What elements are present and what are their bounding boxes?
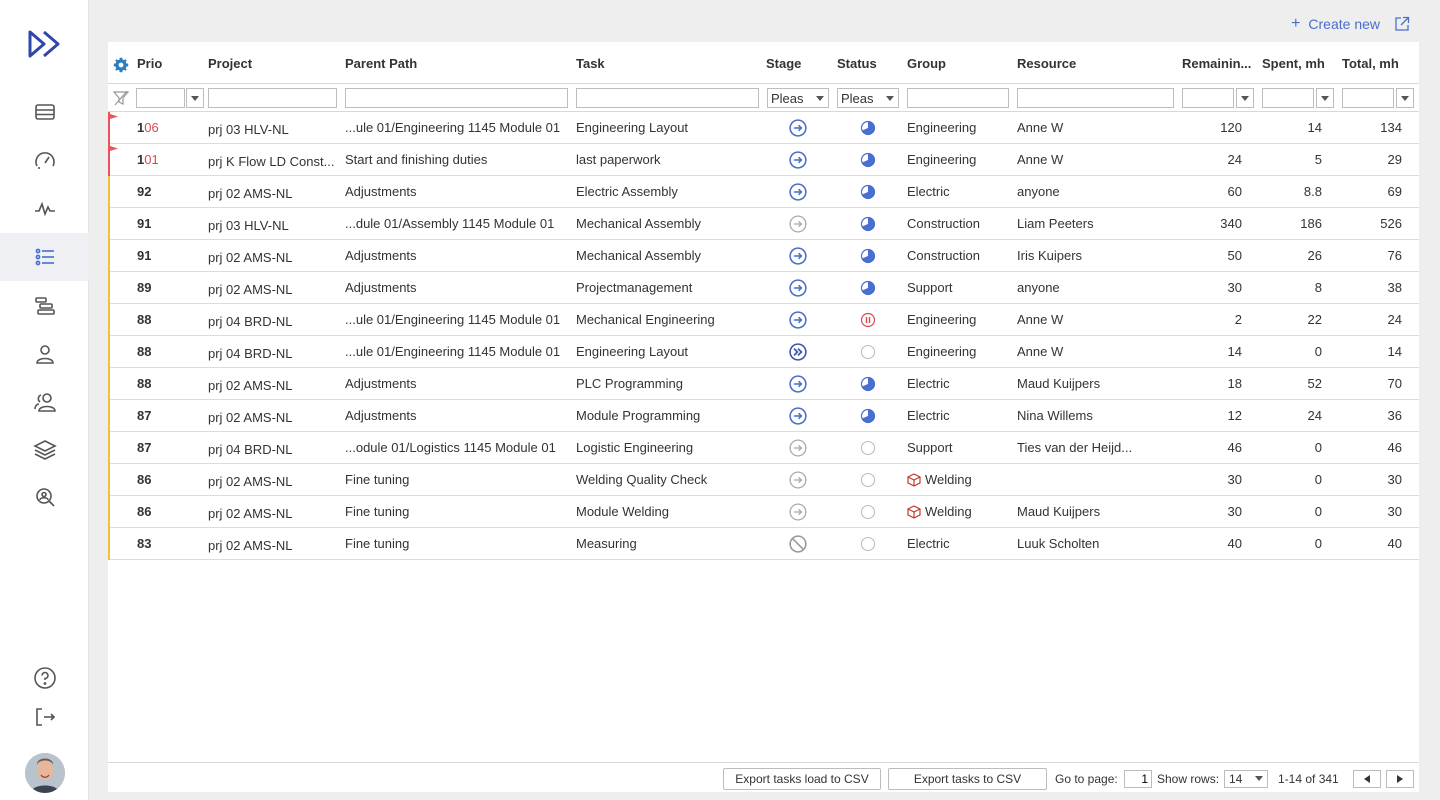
task-cell[interactable]: Mechanical Engineering [576,312,715,327]
group-cell: Engineering [907,312,977,327]
project-cell[interactable]: prj 02 AMS-NL [208,250,293,265]
resource-filter-input[interactable] [1017,88,1174,108]
prio-cell: 88 [137,312,152,327]
nav-tasks[interactable] [0,233,89,281]
remaining-cell: 120 [1220,120,1242,135]
nav-timeline[interactable] [0,282,89,330]
export-tasks-load-button[interactable]: Export tasks load to CSV [723,768,881,790]
nav-dashboard[interactable] [0,137,89,185]
prio-cell: 101 [137,152,159,167]
spent-cell: 14 [1307,120,1322,135]
priority-marker [108,240,110,272]
stage-active-arrow-icon[interactable] [789,183,807,201]
stage-forward-icon[interactable] [789,343,807,361]
remaining-cell: 50 [1227,248,1242,263]
col-header-stage[interactable]: Stage [766,56,802,71]
avatar[interactable] [25,753,65,793]
parent-path-cell: ...odule 01/Logistics 1145 Module 01 [345,440,556,455]
parent-path-cell: ...ule 01/Engineering 1145 Module 01 [345,312,561,327]
resource-cell[interactable]: Anne W [1017,120,1064,135]
list-view-icon [33,100,57,124]
sidebar [0,0,89,800]
top-actions [1291,14,1410,34]
task-cell[interactable]: Electric Assembly [576,184,678,199]
spent-cell: 52 [1307,376,1322,391]
stage-active-arrow-icon[interactable] [789,247,807,265]
parent-path-cell: Adjustments [345,408,417,423]
task-cell[interactable]: Engineering Layout [576,120,689,135]
table-row[interactable] [108,112,1419,144]
parent-path-cell: Adjustments [345,280,417,295]
goto-page-label: Go to page: [1055,772,1118,786]
cube-icon [907,473,921,487]
user-avatar-icon [25,753,65,793]
parent-path-cell: Adjustments [345,376,417,391]
resource-cell[interactable]: Luuk Scholten [1017,536,1100,551]
remaining-cell: 40 [1227,536,1242,551]
chevron-down-icon [191,96,199,101]
clear-filter-icon[interactable] [113,90,129,106]
project-cell[interactable]: prj 03 HLV-NL [208,122,289,137]
col-header-total[interactable]: Total, mh [1342,56,1399,71]
remaining-cell: 340 [1220,216,1242,231]
chevron-down-icon [1241,96,1249,101]
table-row[interactable] [108,304,1419,336]
show-rows-value: 14 [1229,772,1243,786]
task-cell[interactable]: Mechanical Assembly [576,216,701,231]
page-range-label: 1-14 of 341 [1278,772,1339,786]
remaining-filter-dropdown[interactable] [1236,88,1254,108]
remaining-cell: 46 [1227,440,1242,455]
total-cell: 24 [1387,312,1402,327]
task-cell[interactable]: Engineering Layout [576,344,689,359]
nav-users[interactable] [0,378,89,426]
spent-cell: 22 [1307,312,1322,327]
spent-cell: 8.8 [1303,184,1322,199]
priority-marker [108,432,110,464]
nav-activity[interactable] [0,185,89,233]
project-cell[interactable]: prj 02 AMS-NL [208,378,293,393]
goto-page-input[interactable] [1124,770,1152,788]
group-cell: Construction [907,248,980,263]
total-cell: 14 [1387,344,1402,359]
spent-cell: 5 [1314,152,1322,167]
stage-inactive-arrow-icon[interactable] [789,439,807,457]
remaining-cell: 2 [1234,312,1242,327]
col-header-task[interactable]: Task [576,56,605,71]
remaining-cell: 30 [1227,504,1242,519]
nav-list-view[interactable] [0,88,89,136]
cube-icon [907,505,921,519]
resource-cell[interactable]: Anne W [1017,312,1064,327]
group-cell: Engineering [907,120,977,135]
group-cell: Engineering [907,344,977,359]
help-icon [33,666,57,690]
col-header-project[interactable]: Project [208,56,253,71]
status-in-progress-pie-icon[interactable] [860,376,876,392]
spent-cell: 0 [1314,536,1322,551]
table-row[interactable] [108,464,1419,496]
grid-footer [108,762,1419,792]
parent-path-cell: ...ule 01/Engineering 1145 Module 01 [345,120,561,135]
status-in-progress-pie-icon[interactable] [860,152,876,168]
nav-logout[interactable] [0,693,89,741]
priority-marker [108,368,110,400]
group-cell: Construction [907,216,980,231]
task-filter-input[interactable] [576,88,759,108]
spent-cell: 24 [1307,408,1322,423]
project-cell[interactable]: prj 04 BRD-NL [208,442,293,457]
group-cell: Electric [907,184,950,199]
stage-filter-select[interactable] [767,88,829,108]
prio-cell: 87 [137,408,152,423]
stage-filter-value: Pleas [771,90,804,106]
parent-path-cell: Adjustments [345,184,417,199]
table-row[interactable] [108,496,1419,528]
table-row[interactable] [108,336,1419,368]
task-cell[interactable]: Logistic Engineering [576,440,694,455]
task-cell[interactable]: Module Programming [576,408,701,423]
remaining-cell: 12 [1227,408,1242,423]
resource-cell[interactable]: Anne W [1017,152,1064,167]
layers-icon [33,438,57,462]
total-cell: 76 [1387,248,1402,263]
nav-resource-search[interactable] [0,474,89,522]
col-header-prio[interactable]: Prio [137,56,163,71]
col-header-group[interactable]: Group [907,56,946,71]
export-tasks-button[interactable]: Export tasks to CSV [888,768,1047,790]
table-row[interactable] [108,528,1419,560]
task-cell[interactable]: Mechanical Assembly [576,248,701,263]
table-row[interactable] [108,144,1419,176]
status-not-started-icon[interactable] [860,440,876,456]
spent-cell: 0 [1314,504,1322,519]
remaining-filter-input[interactable] [1182,88,1234,108]
total-filter-dropdown[interactable] [1396,88,1414,108]
spent-cell: 26 [1307,248,1322,263]
activity-icon [33,197,57,221]
prio-filter-dropdown[interactable] [186,88,204,108]
task-cell[interactable]: Module Welding [576,504,669,519]
group-cell: Support [907,280,953,295]
col-header-spent[interactable]: Spent, mh [1262,56,1325,71]
parent-path-filter-input[interactable] [345,88,568,108]
remaining-cell: 18 [1227,376,1242,391]
prio-cell: 83 [137,536,152,551]
group-cell: Welding [907,504,1012,519]
tasks-list-icon [33,245,57,269]
table-row[interactable] [108,432,1419,464]
resource-cell[interactable]: anyone [1017,280,1060,295]
col-header-remaining[interactable]: Remainin... [1182,56,1252,71]
chevron-right-icon [1397,775,1403,783]
task-cell[interactable]: Measuring [576,536,637,551]
external-link-icon[interactable] [1394,16,1410,32]
priority-marker [108,528,110,560]
group-cell: Welding [907,472,1012,487]
chevron-down-icon [1401,96,1409,101]
table-row[interactable] [108,368,1419,400]
group-cell: Engineering [907,152,977,167]
flag-icon [110,114,118,122]
project-cell[interactable]: prj 02 AMS-NL [208,538,293,553]
users-icon [33,390,57,414]
prio-cell: 89 [137,280,152,295]
prev-page-button[interactable] [1353,770,1381,788]
col-header-parent-path[interactable]: Parent Path [345,56,418,71]
stage-active-arrow-icon[interactable] [789,375,807,393]
grid-header [108,42,1419,84]
remaining-cell: 14 [1227,344,1242,359]
status-paused-icon[interactable] [860,312,876,328]
parent-path-cell: Fine tuning [345,504,410,519]
project-cell[interactable]: prj 02 AMS-NL [208,506,293,521]
spent-cell: 0 [1314,344,1322,359]
spent-filter-input[interactable] [1262,88,1314,108]
remaining-cell: 60 [1227,184,1242,199]
parent-path-cell: Adjustments [345,248,417,263]
remaining-cell: 30 [1227,280,1242,295]
prio-cell: 86 [137,472,152,487]
total-cell: 526 [1380,216,1402,231]
create-new-label: Create new [1308,16,1380,32]
prio-cell: 91 [137,248,152,263]
priority-marker [108,400,110,432]
parent-path-cell: ...ule 01/Engineering 1145 Module 01 [345,344,561,359]
resource-cell[interactable]: Ties van der Heijd... [1017,440,1133,455]
group-cell: Support [907,440,953,455]
stage-active-arrow-icon[interactable] [789,407,807,425]
status-filter-value: Pleas [841,90,874,106]
stage-active-arrow-icon[interactable] [789,151,807,169]
prio-cell: 87 [137,440,152,455]
tasks-panel [108,42,1419,792]
status-not-started-icon[interactable] [860,344,876,360]
stage-active-arrow-icon[interactable] [789,119,807,137]
total-cell: 69 [1387,184,1402,199]
project-cell[interactable]: prj 04 BRD-NL [208,346,293,361]
project-cell[interactable]: prj K Flow LD Const... [208,154,335,169]
prio-cell: 88 [137,344,152,359]
chevron-down-icon [1255,776,1263,781]
resource-cell[interactable]: Anne W [1017,344,1064,359]
resource-cell[interactable]: Liam Peeters [1017,216,1094,231]
table-row[interactable] [108,240,1419,272]
total-cell: 134 [1380,120,1402,135]
spent-cell: 0 [1314,472,1322,487]
group-cell: Electric [907,536,950,551]
total-cell: 30 [1387,504,1402,519]
prio-cell: 86 [137,504,152,519]
priority-marker [108,272,110,304]
total-cell: 30 [1387,472,1402,487]
table-row[interactable] [108,176,1419,208]
priority-marker [108,208,110,240]
chevron-down-icon [1321,96,1329,101]
parent-path-cell: Start and finishing duties [345,152,488,167]
prio-cell: 92 [137,184,152,199]
project-cell[interactable]: prj 02 AMS-NL [208,410,293,425]
show-rows-label: Show rows: [1157,772,1220,786]
task-cell[interactable]: Welding Quality Check [576,472,708,487]
status-in-progress-pie-icon[interactable] [860,408,876,424]
plus-icon: + [1291,15,1301,32]
status-in-progress-pie-icon[interactable] [860,184,876,200]
total-cell: 40 [1387,536,1402,551]
create-new-button[interactable] [1291,16,1380,32]
remaining-cell: 24 [1227,152,1242,167]
group-cell: Electric [907,376,950,391]
filter-row [108,84,1419,112]
table-row[interactable] [108,400,1419,432]
stage-active-arrow-icon[interactable] [789,279,807,297]
col-header-status[interactable]: Status [837,56,877,71]
col-header-resource[interactable]: Resource [1017,56,1077,71]
spent-cell: 8 [1314,280,1322,295]
stage-inactive-arrow-icon[interactable] [789,503,807,521]
spent-filter-dropdown[interactable] [1316,88,1334,108]
total-filter-input[interactable] [1342,88,1394,108]
project-filter-input[interactable] [208,88,337,108]
parent-path-cell: ...dule 01/Assembly 1145 Module 01 [345,216,555,231]
status-in-progress-pie-icon[interactable] [860,216,876,232]
next-page-button[interactable] [1386,770,1414,788]
project-cell[interactable]: prj 02 AMS-NL [208,282,293,297]
status-in-progress-pie-icon[interactable] [860,280,876,296]
prio-filter-input[interactable] [136,88,185,108]
status-filter-select[interactable] [837,88,899,108]
project-cell[interactable]: prj 03 HLV-NL [208,218,289,233]
prio-cell: 88 [137,376,152,391]
stage-blocked-icon[interactable] [789,535,807,553]
status-not-started-icon[interactable] [860,536,876,552]
show-rows-select[interactable] [1224,770,1268,788]
stage-active-arrow-icon[interactable] [789,311,807,329]
flag-icon [110,146,118,154]
remaining-cell: 30 [1227,472,1242,487]
double-arrow-logo-icon[interactable] [27,29,63,59]
nav-layers[interactable] [0,426,89,474]
priority-marker [108,336,110,368]
chevron-down-icon [816,96,824,101]
user-icon [33,342,57,366]
parent-path-cell: Fine tuning [345,472,410,487]
resource-search-icon [33,486,57,510]
task-cell[interactable]: last paperwork [576,152,661,167]
group-cell: Electric [907,408,950,423]
total-cell: 36 [1387,408,1402,423]
status-not-started-icon[interactable] [860,504,876,520]
logout-icon [33,705,57,729]
gear-icon[interactable] [113,57,129,73]
status-in-progress-pie-icon[interactable] [860,248,876,264]
total-cell: 38 [1387,280,1402,295]
resource-cell[interactable]: Maud Kuijpers [1017,376,1101,391]
project-cell[interactable]: prj 04 BRD-NL [208,314,293,329]
resource-cell[interactable]: anyone [1017,184,1060,199]
task-cell[interactable]: Projectmanagement [576,280,693,295]
table-row[interactable] [108,208,1419,240]
nav-user[interactable] [0,330,89,378]
spent-cell: 0 [1314,440,1322,455]
prio-cell: 106 [137,120,159,135]
project-cell[interactable]: prj 02 AMS-NL [208,186,293,201]
resource-cell[interactable]: Iris Kuipers [1017,248,1083,263]
total-cell: 46 [1387,440,1402,455]
group-filter-input[interactable] [907,88,1009,108]
status-not-started-icon[interactable] [860,472,876,488]
timeline-icon [33,294,57,318]
stage-inactive-arrow-icon[interactable] [789,215,807,233]
stage-inactive-arrow-icon[interactable] [789,471,807,489]
chevron-left-icon [1364,775,1370,783]
table-row[interactable] [108,272,1419,304]
chevron-down-icon [886,96,894,101]
priority-marker [108,496,110,528]
total-cell: 70 [1387,376,1402,391]
project-cell[interactable]: prj 02 AMS-NL [208,474,293,489]
priority-marker [108,464,110,496]
priority-marker [108,304,110,336]
resource-cell[interactable]: Maud Kuijpers [1017,504,1101,519]
spent-cell: 186 [1300,216,1322,231]
priority-marker [108,176,110,208]
parent-path-cell: Fine tuning [345,536,410,551]
prio-cell: 91 [137,216,152,231]
dashboard-gauge-icon [33,149,57,173]
task-cell[interactable]: PLC Programming [576,376,683,391]
status-in-progress-pie-icon[interactable] [860,120,876,136]
resource-cell[interactable]: Nina Willems [1017,408,1093,423]
total-cell: 29 [1387,152,1402,167]
